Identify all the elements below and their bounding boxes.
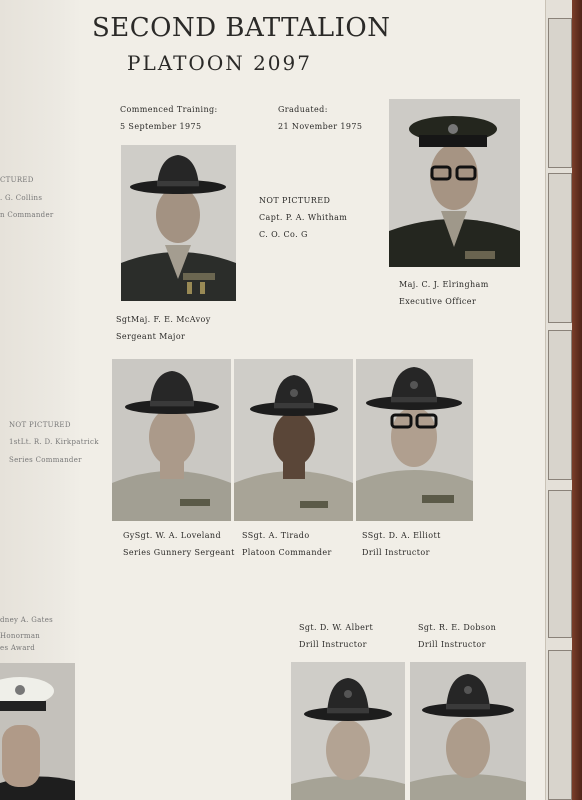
platoon-heading: PLATOON 2097 (127, 51, 312, 75)
not-pictured-heading: NOT PICTURED (259, 196, 331, 205)
staff-name: Maj. C. J. Elringham (399, 280, 489, 289)
executive-officer-photo (389, 99, 520, 267)
not-pictured-name: Capt. P. A. Whitham (259, 213, 348, 222)
drill-instructor-dobson-photo (410, 662, 526, 800)
staff-name: SSgt. D. A. Elliott (362, 531, 441, 540)
staff-role: Drill Instructor (418, 640, 486, 649)
facing-caption-line: Honorman (0, 632, 41, 640)
staff-role: Drill Instructor (299, 640, 367, 649)
commenced-label: Commenced Training: (120, 105, 218, 114)
staff-name: GySgt. W. A. Loveland (123, 531, 221, 540)
next-page-photo-strip (548, 330, 572, 480)
commenced-date: 5 September 1975 (120, 122, 202, 131)
staff-name: SSgt. A. Tirado (242, 531, 310, 540)
book-binding (572, 0, 582, 800)
sergeant-major-photo (121, 145, 236, 301)
facing-caption-line: dney A. Gates (0, 616, 54, 624)
page-title: SECOND BATTALION (92, 13, 391, 43)
facing-portrait-photo (0, 663, 75, 800)
staff-role: Drill Instructor (362, 548, 430, 557)
staff-role: Platoon Commander (242, 548, 332, 557)
next-page-photo-strip (548, 650, 572, 800)
platoon-commander-photo (234, 359, 353, 521)
drill-instructor-elliott-photo (356, 359, 473, 521)
facing-caption-line: es Award (0, 644, 36, 652)
next-page-photo-strip (548, 173, 572, 323)
staff-name: Sgt. D. W. Albert (299, 623, 374, 632)
facing-caption-line: 1stLt. R. D. Kirkpatrick (9, 438, 99, 446)
facing-caption-line: NOT PICTURED (9, 421, 71, 429)
facing-caption-line: CTURED (0, 176, 34, 184)
graduated-label: Graduated: (278, 105, 328, 114)
graduated-date: 21 November 1975 (278, 122, 363, 131)
next-page-photo-strip (548, 18, 572, 168)
staff-role: Executive Officer (399, 297, 477, 306)
staff-role: Series Gunnery Sergeant (123, 548, 235, 557)
not-pictured-role: C. O. Co. G (259, 230, 308, 239)
facing-caption-line: Series Commander (9, 456, 82, 464)
series-gunnery-sergeant-photo (112, 359, 231, 521)
staff-name: Sgt. R. E. Dobson (418, 623, 497, 632)
drill-instructor-albert-photo (291, 662, 405, 800)
facing-caption-line: n Commander (0, 211, 54, 219)
next-page-photo-strip (548, 490, 572, 638)
facing-caption-line: . G. Collins (0, 194, 43, 202)
staff-role: Sergeant Major (116, 332, 186, 341)
staff-name: SgtMaj. F. E. McAvoy (116, 315, 211, 324)
